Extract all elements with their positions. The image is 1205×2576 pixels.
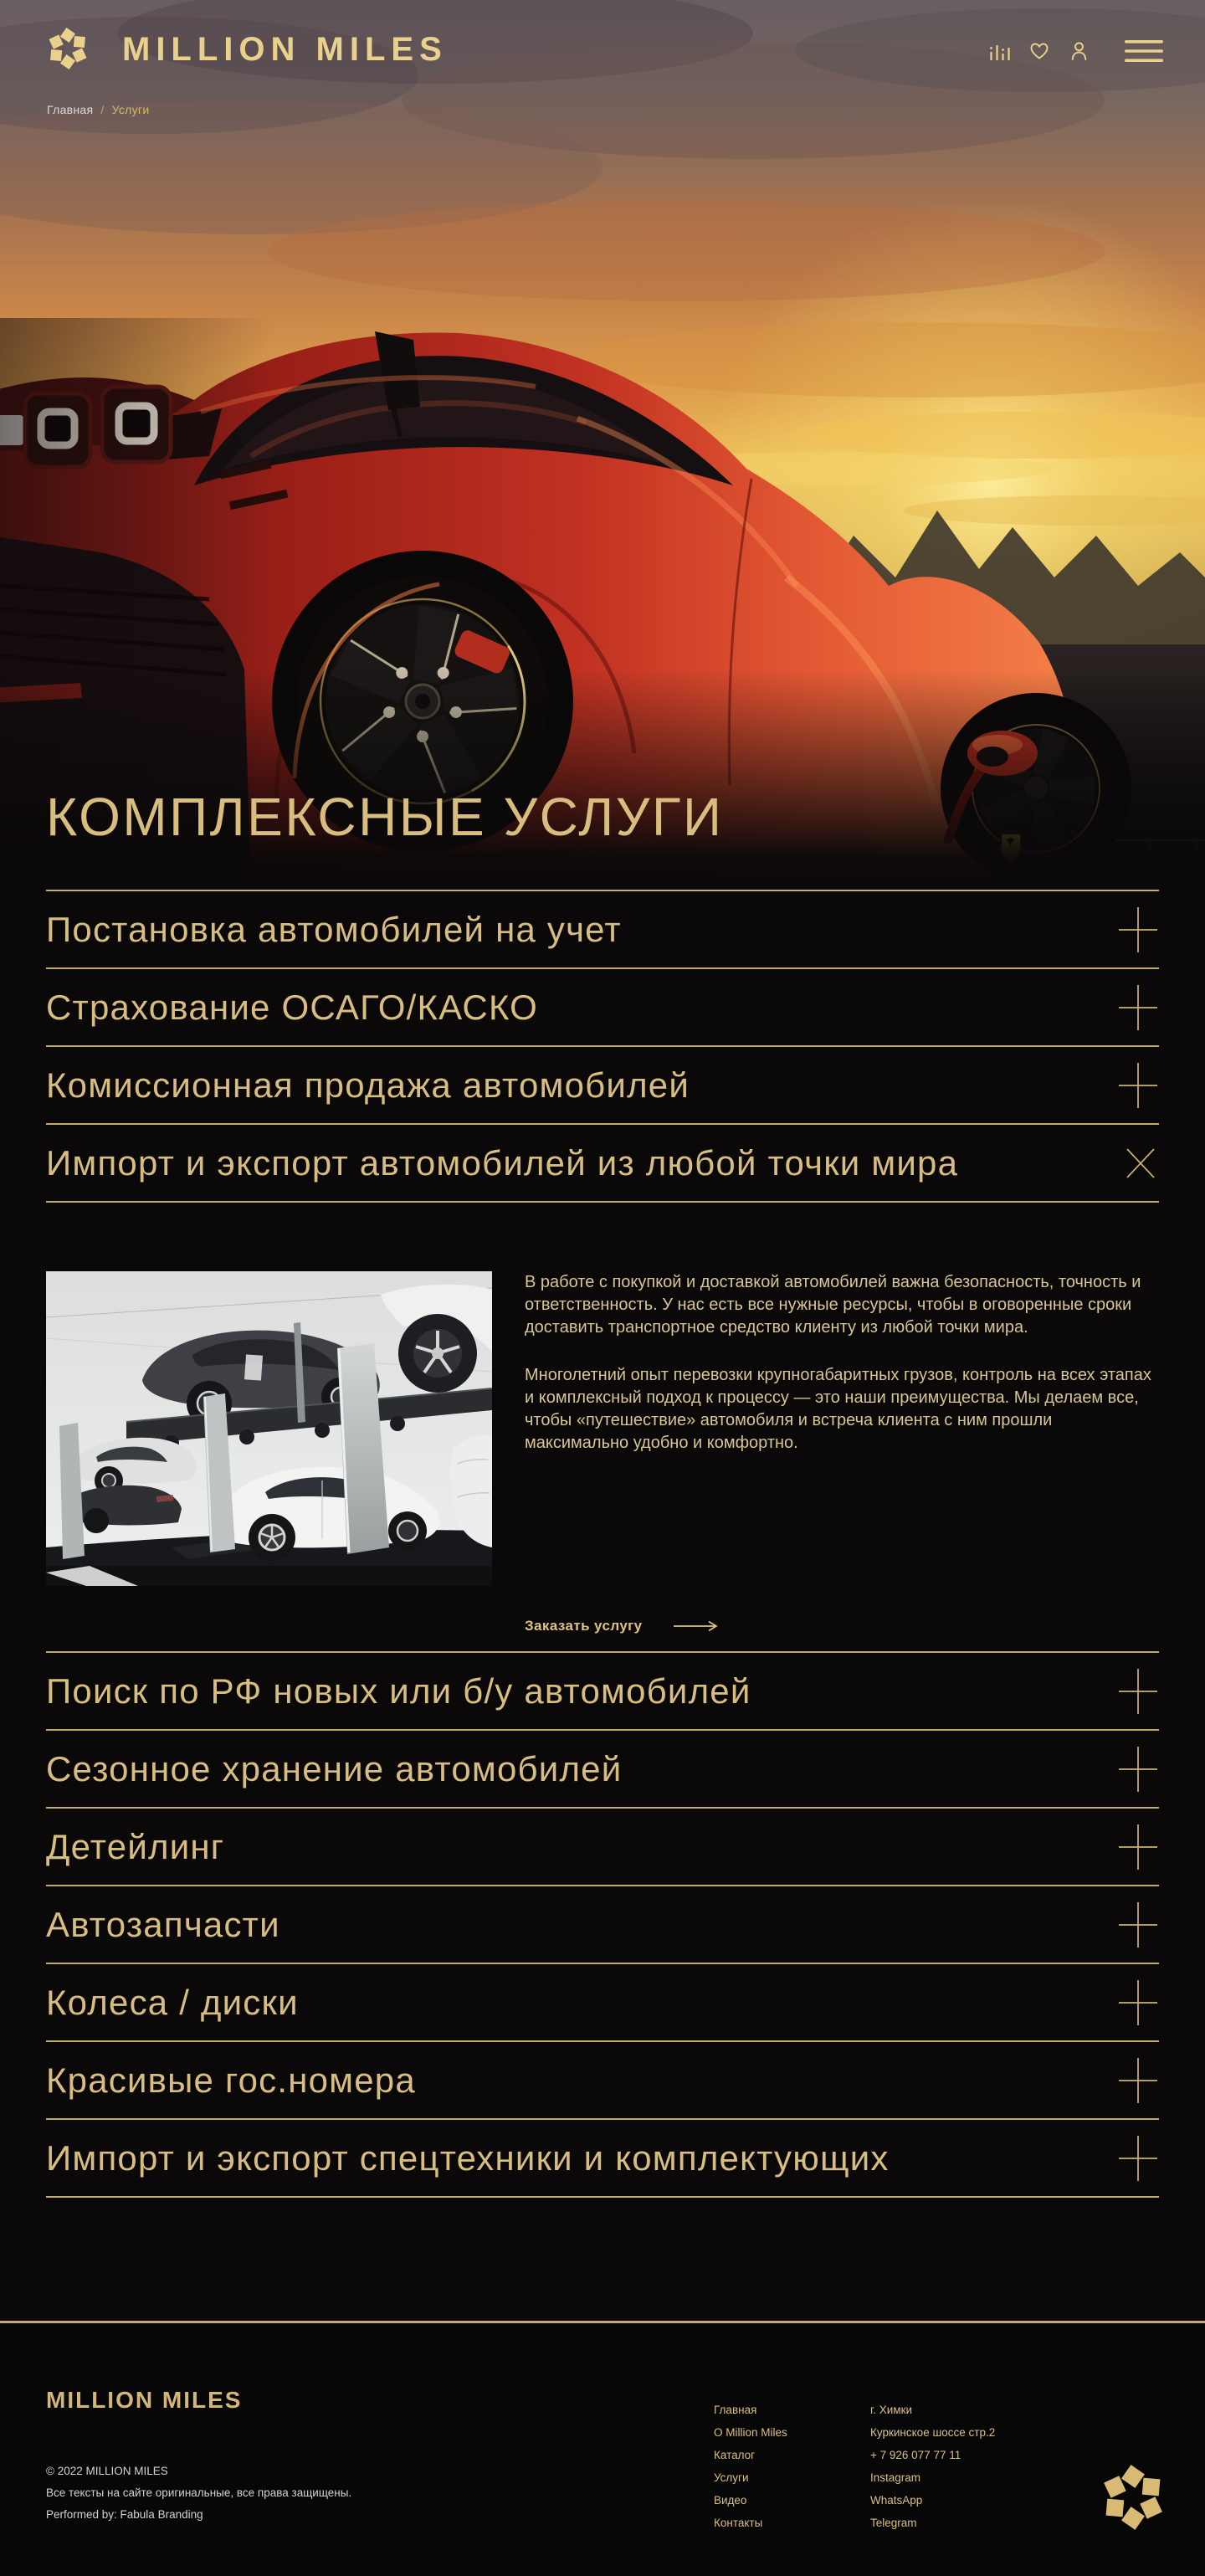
service-paragraph: В работе с покупкой и доставкой автомобилей важна безопасность, точность и ответственность. У нас есть все нужные ресурсы, чтобы в оговоренные сроки доставить транспортное средство клиенту из любой точки мира.: [525, 1273, 1141, 1337]
footer-nav-contacts[interactable]: Контакты: [714, 2517, 763, 2529]
plus-icon: [1119, 2057, 1157, 2104]
footer-contacts: [870, 2399, 995, 2534]
plus-icon: [1119, 1062, 1157, 1109]
accordion-item-expanded[interactable]: [46, 1125, 1159, 1203]
accordion-item-label: Красивые гос.номера: [46, 2060, 416, 2100]
footer-telegram-link[interactable]: Telegram: [870, 2517, 917, 2529]
accordion-item[interactable]: [46, 1731, 1159, 1809]
site-header: [0, 0, 1205, 100]
hero-section: [0, 0, 1205, 890]
accordion-item[interactable]: [46, 1886, 1159, 1964]
copyright-line: Все тексты на сайте оригинальные, все права защищены.: [46, 2486, 352, 2499]
plus-icon: [1119, 984, 1157, 1031]
accordion-item[interactable]: [46, 2120, 1159, 2198]
footer-copyright: [46, 2461, 351, 2526]
accordion-item-label: Детейлинг: [46, 1826, 225, 1866]
order-service-link[interactable]: [525, 1618, 1154, 1634]
plus-icon: [1119, 1979, 1157, 2026]
accordion-item-label: Сезонное хранение автомобилей: [46, 1748, 623, 1788]
hero-car-image: [0, 0, 1205, 890]
plus-icon: [1119, 1901, 1157, 1948]
accordion-item[interactable]: [46, 1653, 1159, 1731]
accordion-item[interactable]: [46, 1047, 1159, 1125]
accordion-panel: [46, 1203, 1159, 1653]
service-paragraph: Многолетний опыт перевозки крупногабаритных грузов, контроль на всех этапах и комплексный подход к процессу — это наши преимущества. Мы делаем все, чтобы «путешествие» автомобиля и встреча клиента с ним прошли максимально удобно и комфортно.: [525, 1366, 1151, 1452]
footer-nav-home[interactable]: Главная: [714, 2404, 757, 2416]
accordion-item-label: Постановка автомобилей на учет: [46, 909, 622, 949]
plus-icon: [1119, 2135, 1157, 2182]
arrow-right-icon: [673, 1619, 721, 1633]
stats-icon[interactable]: [988, 39, 1010, 63]
plus-icon: [1119, 1824, 1157, 1870]
footer-nav-video[interactable]: Видео: [714, 2494, 747, 2507]
menu-icon[interactable]: [1125, 38, 1163, 64]
accordion-item-label: Импорт и экспорт спецтехники и комплектующих: [46, 2137, 890, 2178]
accordion-item[interactable]: [46, 1809, 1159, 1886]
accordion-item[interactable]: [46, 2042, 1159, 2120]
footer-nav-about[interactable]: О Million Miles: [714, 2426, 787, 2439]
plus-icon: [1119, 1668, 1157, 1715]
car-transporter-photo: [46, 1271, 492, 1586]
brand-wordmark[interactable]: MILLION MILES: [122, 31, 448, 68]
accordion-item-label: Комиссионная продажа автомобилей: [46, 1065, 690, 1105]
footer-instagram-link[interactable]: Instagram: [870, 2471, 921, 2484]
accordion-item-label: Поиск по РФ новых или б/у автомобилей: [46, 1670, 751, 1711]
copyright-line: © 2022 MILLION MILES: [46, 2465, 168, 2477]
services-accordion: [46, 890, 1159, 2198]
breadcrumb-current: Услуги: [111, 103, 150, 116]
accordion-item-label: Автозапчасти: [46, 1904, 280, 1944]
footer-pinwheel-icon: [1100, 2464, 1167, 2531]
footer-nav-services[interactable]: Услуги: [714, 2471, 749, 2484]
footer-nav: [714, 2399, 787, 2534]
site-footer: [0, 2321, 1205, 2576]
page-title: КОМПЛЕКСНЫЕ УСЛУГИ: [46, 786, 724, 847]
footer-address: Куркинское шоссе стр.2: [870, 2426, 996, 2439]
service-description: [525, 1271, 1154, 1651]
footer-city: г. Химки: [870, 2404, 913, 2416]
plus-icon: [1119, 1746, 1157, 1793]
profile-icon[interactable]: [1069, 40, 1090, 62]
close-icon: [1124, 1141, 1157, 1186]
copyright-line: Performed by: Fabula Branding: [46, 2508, 203, 2521]
accordion-item-label: Колеса / диски: [46, 1982, 299, 2022]
footer-whatsapp-link[interactable]: WhatsApp: [870, 2494, 923, 2507]
accordion-item[interactable]: [46, 969, 1159, 1047]
accordion-item-label: Страхование ОСАГО/КАСКО: [46, 987, 539, 1027]
accordion-item[interactable]: [46, 1964, 1159, 2042]
order-service-label: Заказать услугу: [525, 1618, 643, 1634]
accordion-item[interactable]: [46, 891, 1159, 969]
heart-icon[interactable]: [1028, 41, 1050, 61]
breadcrumb: [47, 103, 149, 116]
footer-nav-catalog[interactable]: Каталог: [714, 2449, 756, 2461]
breadcrumb-separator: /: [100, 103, 105, 116]
footer-wordmark[interactable]: MILLION MILES: [46, 2387, 243, 2413]
breadcrumb-home-link[interactable]: Главная: [47, 103, 94, 116]
plus-icon: [1119, 906, 1157, 953]
accordion-item-label: Импорт и экспорт автомобилей из любой точки мира: [46, 1142, 959, 1183]
footer-phone-link[interactable]: + 7 926 077 77 11: [870, 2449, 961, 2461]
brand-pinwheel-icon[interactable]: [46, 27, 90, 70]
header-icons: [988, 38, 1163, 64]
